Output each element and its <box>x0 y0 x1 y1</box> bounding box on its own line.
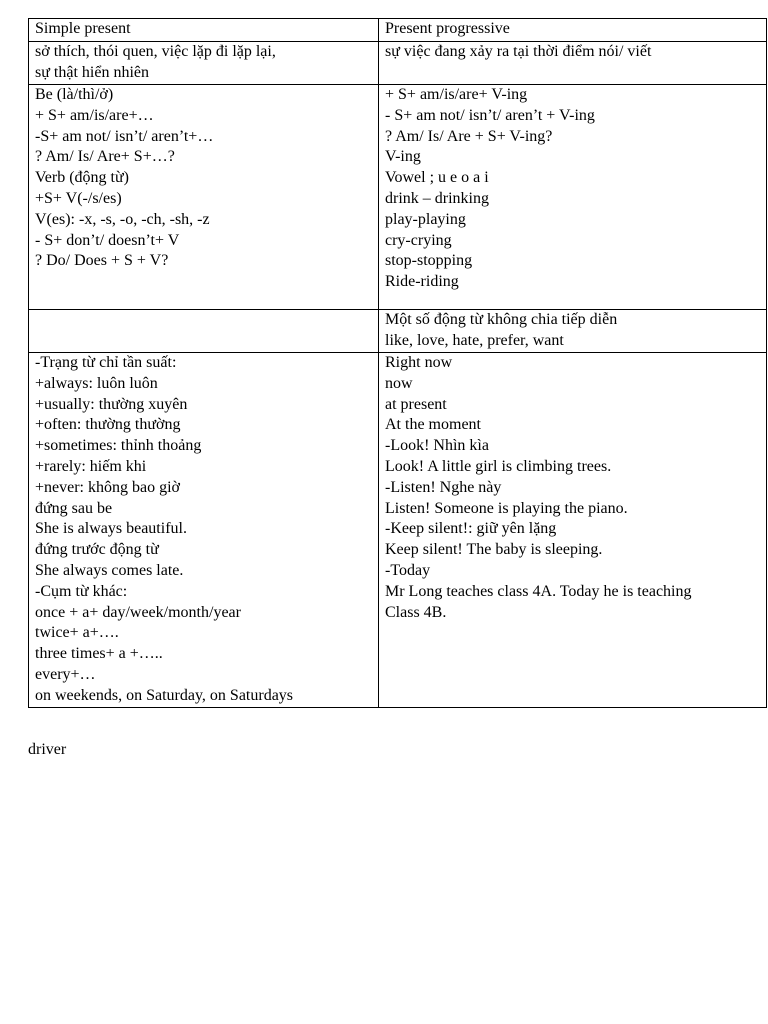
cell-line: +always: luôn luôn <box>35 374 158 392</box>
cell-line: She always comes late. <box>35 561 184 579</box>
cell-line: drink – drinking <box>385 189 489 207</box>
cell-line: Be (là/thì/ở) <box>35 86 114 103</box>
cell-line: on weekends, on Saturday, on Saturdays <box>35 686 294 704</box>
stative-verbs-row <box>29 310 767 353</box>
cell-line: sở thích, thói quen, việc lặp đi lặp lại, <box>35 43 276 60</box>
cell-line: -Trạng từ chỉ tần suất: <box>35 354 177 371</box>
usage-row <box>29 42 767 85</box>
cell-line: once + a+ day/week/month/year <box>35 603 241 621</box>
forms-simple-present-cell <box>29 85 379 310</box>
forms-present-progressive-cell <box>379 85 767 310</box>
cell-line: twice+ a+…. <box>35 624 119 642</box>
cell-line: V(es): -x, -s, -o, -ch, -sh, -z <box>35 210 210 228</box>
cell-line: +S+ V(-/s/es) <box>35 189 122 207</box>
cell-line: V-ing <box>385 148 421 166</box>
cell-line: play-playing <box>385 210 466 228</box>
forms-row <box>29 85 767 310</box>
cell-line: +usually: thường xuyên <box>35 395 188 413</box>
cell-line: +never: không bao giờ <box>35 478 181 496</box>
cell-line: Keep silent! The baby is sleeping. <box>385 541 603 559</box>
cell-line: +often: thường thường <box>35 416 181 434</box>
cell-line: + S+ am/is/are+ V-ing <box>385 86 528 103</box>
usage-present-progressive-cell <box>379 42 767 85</box>
header-simple-present-label: Simple present <box>35 20 131 37</box>
cell-line: ? Am/ Is/ Are + S+ V-ing? <box>385 127 553 145</box>
grammar-comparison-table <box>28 18 767 708</box>
cell-line: - S+ am not/ isn’t/ aren’t + V-ing <box>385 106 595 124</box>
signals-simple-present-cell <box>29 353 379 708</box>
cell-line: sự thật hiển nhiên <box>35 63 149 81</box>
cell-line: -Keep silent!: giữ yên lặng <box>385 520 557 538</box>
cell-line: Right now <box>385 354 453 371</box>
cell-line: Look! A little girl is climbing trees. <box>385 457 612 475</box>
cell-line: đứng sau be <box>35 499 113 517</box>
cell-line: -Look! Nhìn kìa <box>385 437 489 455</box>
cell-line: -S+ am not/ isn’t/ aren’t+… <box>35 127 214 145</box>
header-present-progressive-label: Present progressive <box>385 20 510 37</box>
cell-line: She is always beautiful. <box>35 520 187 538</box>
cell-line: every+… <box>35 665 96 683</box>
usage-simple-present-cell <box>29 42 379 85</box>
cell-line: Một số động từ không chia tiếp diễn <box>385 311 618 328</box>
cell-line: Verb (động từ) <box>35 169 129 187</box>
cell-line: -Cụm từ khác: <box>35 582 128 600</box>
cell-line: -Today <box>385 561 431 579</box>
table-header-row <box>29 19 767 42</box>
cell-line: At the moment <box>385 416 481 434</box>
cell-line: đứng trước động từ <box>35 541 159 559</box>
cell-line: at present <box>385 395 447 413</box>
cell-line: ? Do/ Does + S + V? <box>35 252 169 270</box>
cell-line: Mr Long teaches class 4A. Today he is teaching <box>385 582 692 600</box>
cell-line: ? Am/ Is/ Are+ S+…? <box>35 148 175 166</box>
cell-line: Ride-riding <box>385 273 459 291</box>
cell-line: -Listen! Nghe này <box>385 478 502 496</box>
footer-text: driver <box>28 741 67 758</box>
signals-present-progressive-cell <box>379 353 767 708</box>
cell-line: +rarely: hiếm khi <box>35 457 147 475</box>
stative-present-progressive-cell <box>379 310 767 353</box>
cell-line: +sometimes: thỉnh thoảng <box>35 437 202 455</box>
cell-line: three times+ a +….. <box>35 645 163 663</box>
stative-simple-present-cell <box>29 310 379 353</box>
cell-line: cry-crying <box>385 231 452 249</box>
cell-line: now <box>385 374 413 392</box>
cell-line: Vowel ; u e o a i <box>385 169 489 187</box>
signal-words-row <box>29 353 767 708</box>
cell-line: - S+ don’t/ doesn’t+ V <box>35 231 180 249</box>
header-simple-present <box>29 19 379 42</box>
cell-line: like, love, hate, prefer, want <box>385 331 564 349</box>
cell-line: + S+ am/is/are+… <box>35 106 154 124</box>
header-present-progressive <box>379 19 767 42</box>
cell-line: Class 4B. <box>385 603 447 621</box>
cell-line: stop-stopping <box>385 252 473 270</box>
cell-line: sự việc đang xảy ra tại thời điểm nói/ viết <box>385 43 652 60</box>
cell-line: Listen! Someone is playing the piano. <box>385 499 628 517</box>
